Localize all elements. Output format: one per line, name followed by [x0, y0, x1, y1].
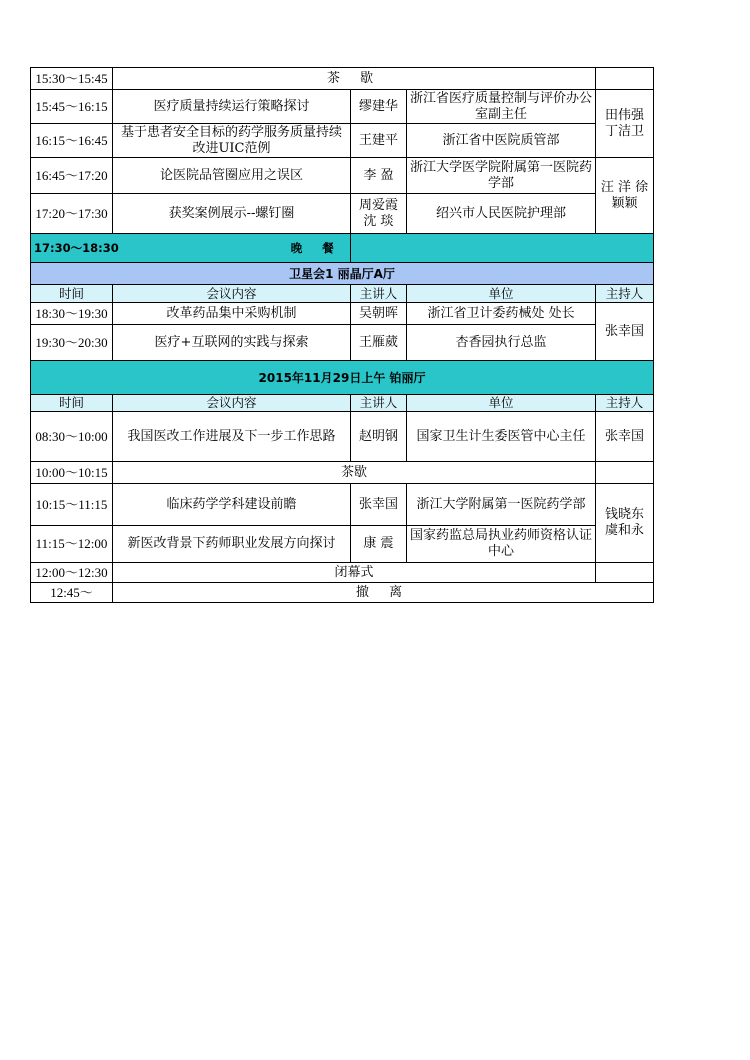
content-cell: 我国医改工作进展及下一步工作思路	[113, 412, 351, 462]
speaker-cell: 缪建华	[351, 90, 407, 124]
time-cell: 18:30～19:30	[31, 303, 113, 325]
tea-break-cell: 茶歇	[113, 462, 596, 484]
time-cell: 16:45～17:20	[31, 158, 113, 194]
content-cell: 基于患者安全目标的药学服务质量持续改进UIC范例	[113, 124, 351, 158]
header-row	[31, 285, 654, 303]
closing-cell: 闭幕式	[113, 563, 596, 583]
host-cell	[596, 68, 654, 90]
time-cell: 10:00～10:15	[31, 462, 113, 484]
table-row	[31, 484, 654, 526]
time-cell: 12:45～	[31, 583, 113, 603]
schedule-table	[30, 67, 654, 603]
time-cell: 19:30～20:30	[31, 325, 113, 361]
host-cell	[596, 563, 654, 583]
content-cell: 改革药品集中采购机制	[113, 303, 351, 325]
header-time: 时间	[31, 395, 113, 412]
dinner-label: 晚 餐	[290, 241, 342, 255]
dinner-time-text: 17:30～18:30	[34, 241, 119, 255]
host-cell: 张幸国	[596, 303, 654, 361]
table-row	[31, 90, 654, 124]
header-content: 会议内容	[113, 395, 351, 412]
header-host: 主持人	[596, 395, 654, 412]
header-speaker: 主讲人	[351, 285, 407, 303]
header-row	[31, 395, 654, 412]
speaker-cell: 吴朝晖	[351, 303, 407, 325]
time-cell: 12:00～12:30	[31, 563, 113, 583]
content-cell: 临床药学学科建设前瞻	[113, 484, 351, 526]
content-cell: 医疗+互联网的实践与探索	[113, 325, 351, 361]
leave-cell: 撤 离	[113, 583, 654, 603]
time-cell: 15:45～16:15	[31, 90, 113, 124]
dinner-row	[31, 234, 654, 263]
unit-cell: 国家卫生计生委医管中心主任	[407, 412, 596, 462]
satellite-title: 卫星会1 丽晶厅A厅	[31, 263, 654, 285]
unit-cell: 浙江省中医院质管部	[407, 124, 596, 158]
speaker-cell: 周爱霞 沈 琰	[351, 194, 407, 234]
table-row	[31, 68, 654, 90]
unit-cell: 国家药监总局执业药师资格认证中心	[407, 526, 596, 563]
table-row	[31, 563, 654, 583]
unit-cell: 浙江大学医学院附属第一医院药学部	[407, 158, 596, 194]
table-row	[31, 325, 654, 361]
header-host: 主持人	[596, 285, 654, 303]
unit-cell: 杏香园执行总监	[407, 325, 596, 361]
speaker-cell: 赵明钢	[351, 412, 407, 462]
table-row	[31, 124, 654, 158]
unit-cell: 浙江省卫计委药械处 处长	[407, 303, 596, 325]
satellite-title-row	[31, 263, 654, 285]
content-cell: 新医改背景下药师职业发展方向探讨	[113, 526, 351, 563]
table-row	[31, 303, 654, 325]
table-row	[31, 412, 654, 462]
speaker-cell: 张幸国	[351, 484, 407, 526]
speaker-cell: 王雁葳	[351, 325, 407, 361]
day2-title-row	[31, 361, 654, 395]
speaker-cell: 李 盈	[351, 158, 407, 194]
time-cell: 16:15～16:45	[31, 124, 113, 158]
day2-title: 2015年11月29日上午 铂丽厅	[31, 361, 654, 395]
header-content: 会议内容	[113, 285, 351, 303]
host-cell	[596, 462, 654, 484]
table-row	[31, 526, 654, 563]
content-cell: 获奖案例展示--螺钉圈	[113, 194, 351, 234]
host-cell: 田伟强 丁洁卫	[596, 90, 654, 158]
unit-cell: 绍兴市人民医院护理部	[407, 194, 596, 234]
host-cell: 汪 洋 徐颖颖	[596, 158, 654, 234]
header-speaker: 主讲人	[351, 395, 407, 412]
tea-break-cell: 茶 歇	[113, 68, 596, 90]
time-cell: 11:15～12:00	[31, 526, 113, 563]
content-cell: 论医院品管圈应用之误区	[113, 158, 351, 194]
dinner-time	[31, 234, 351, 263]
time-cell: 15:30～15:45	[31, 68, 113, 90]
dinner-blank	[351, 234, 654, 263]
time-cell: 08:30～10:00	[31, 412, 113, 462]
header-unit: 单位	[407, 395, 596, 412]
speaker-cell: 康 震	[351, 526, 407, 563]
table-row	[31, 583, 654, 603]
time-cell: 17:20～17:30	[31, 194, 113, 234]
content-cell: 医疗质量持续运行策略探讨	[113, 90, 351, 124]
unit-cell: 浙江省医疗质量控制与评价办公室副主任	[407, 90, 596, 124]
table-row	[31, 462, 654, 484]
speaker-cell: 王建平	[351, 124, 407, 158]
unit-cell: 浙江大学附属第一医院药学部	[407, 484, 596, 526]
table-row	[31, 194, 654, 234]
header-time: 时间	[31, 285, 113, 303]
header-unit: 单位	[407, 285, 596, 303]
host-cell: 钱晓东 虞和永	[596, 484, 654, 563]
host-cell: 张幸国	[596, 412, 654, 462]
time-cell: 10:15～11:15	[31, 484, 113, 526]
table-row	[31, 158, 654, 194]
